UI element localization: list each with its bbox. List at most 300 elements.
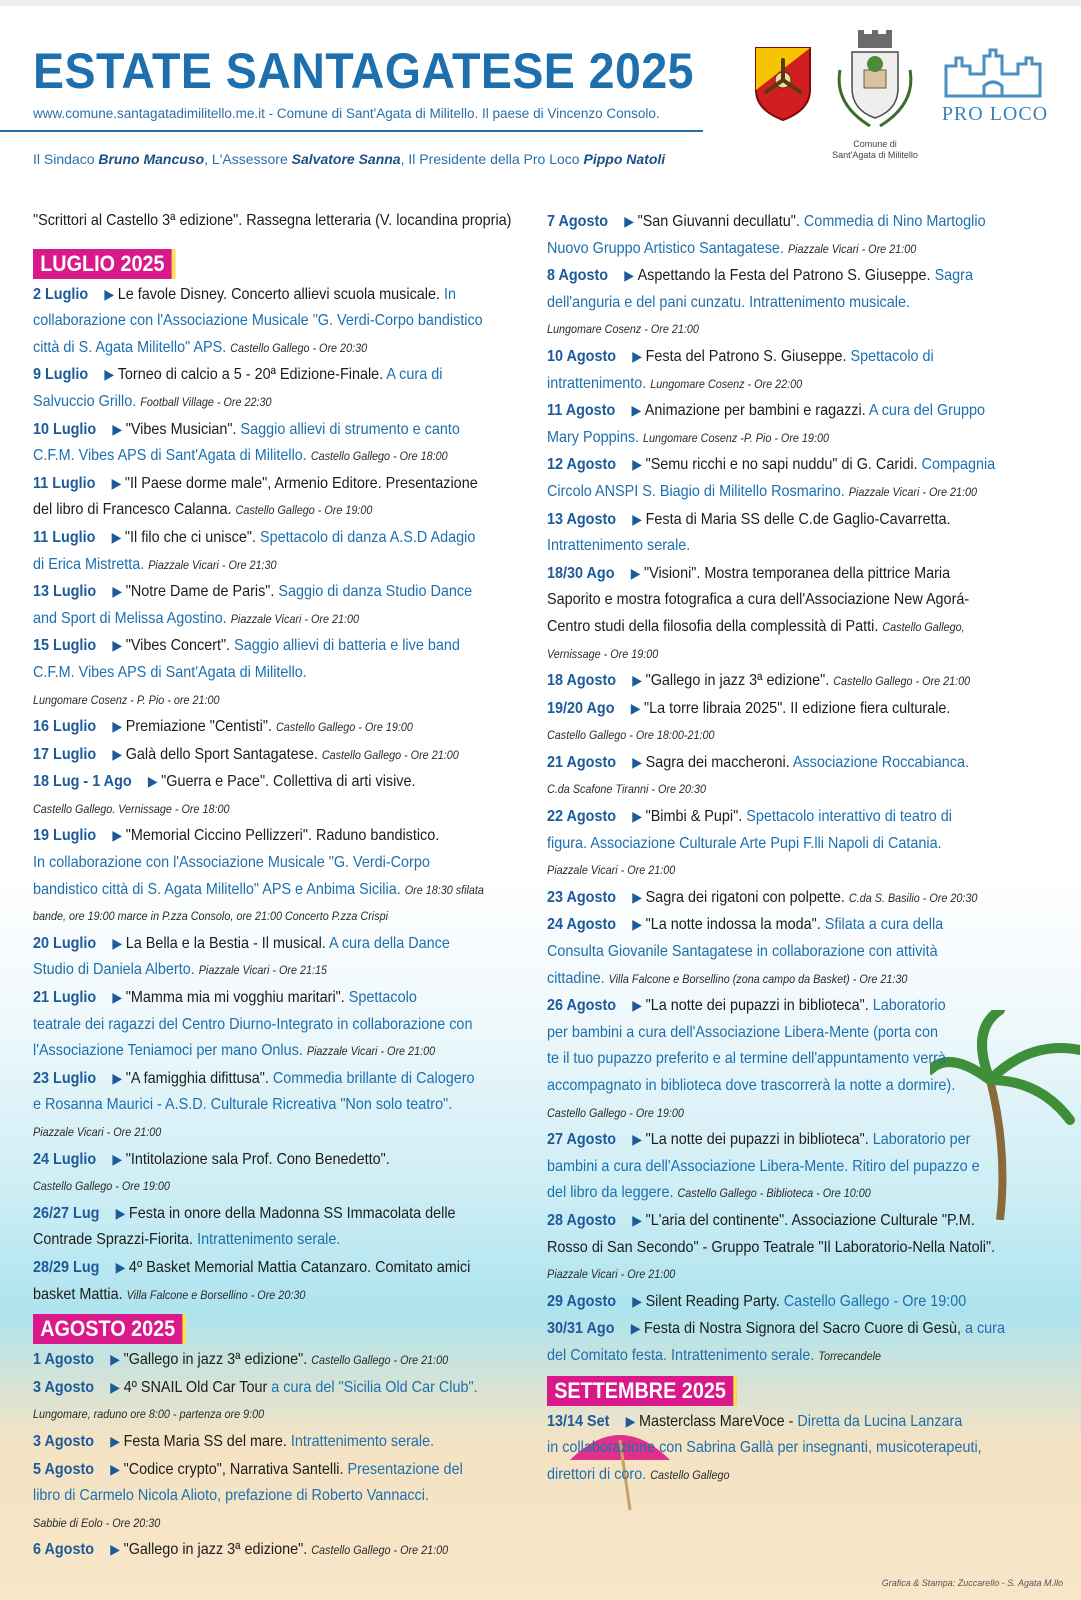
event-date: 20 Luglio [33,934,97,952]
play-arrow-icon: ▶ [632,808,642,825]
event-organizer: di Erica Mistretta. [33,555,149,573]
event-row [547,1408,1002,1436]
event-organizer: te il tuo pupazzo preferito e al termine dell'appuntamento verrà [547,1050,946,1068]
event-title: Festa in onore della Madonna SS Immacolata delle [128,1204,456,1222]
event-organizer: Presentazione del [347,1460,463,1478]
event-venue: Castello Gallego - Ore 19:00 [33,1179,170,1194]
event-organizer: Saggio allievi di strumento e canto [240,420,460,438]
event-date: 13 Luglio [33,583,97,601]
event-venue: Castello Gallego - Ore 18:00 [310,449,448,464]
event-organizer: Saggio allievi di batteria e live band [234,637,460,655]
event-date: 26 Agosto [547,997,617,1015]
event-date: 13/14 Set [547,1412,610,1430]
event-organizer: Sfilata a cura della [824,916,944,934]
event-venue: Castello Gallego - Ore 18:00-21:00 [547,728,715,743]
play-arrow-icon: ▶ [110,1378,120,1395]
event-date: 11 Agosto [547,402,616,420]
event-venue: Castello Gallego - Ore 21:00 [833,674,971,689]
event-organizer: and Sport di Melissa Agostino. [33,609,231,627]
event-venue: Castello Gallego, [882,619,965,634]
event-continuation [547,587,1002,614]
play-arrow-icon: ▶ [632,916,642,933]
event-organizer: bandistico città di S. Agata Militello" APS e Anbima Sicilia. [33,880,405,898]
event-row [33,1200,483,1228]
event-row [547,1288,1002,1316]
event-organizer: Commedia brillante di Calogero [272,1069,475,1087]
event-row [33,930,483,958]
event-continuation [547,1343,1002,1370]
event-row [33,1146,483,1174]
event-venue: Castello Gallego - Ore 21:00 [311,1353,449,1368]
event-continuation [33,1282,483,1309]
event-venue: Piazzale Vicari - Ore 21:00 [230,611,359,626]
event-continuation [33,1483,483,1510]
event-row [547,695,1002,723]
event-organizer: Spettacolo di [850,347,934,365]
sicilia-coat-of-arms-icon [752,44,814,122]
event-organizer: a cura [964,1320,1005,1338]
event-organizer: direttori di coro. [547,1465,651,1483]
event-row [547,560,1002,588]
event-date: 6 Agosto [33,1541,95,1559]
event-date: 10 Agosto [547,347,617,365]
event-date: 21 Agosto [547,753,617,771]
event-row [33,578,483,606]
event-venue: Villa Falcone e Borsellino - Ore 20:30 [126,1287,306,1302]
event-row [33,1065,483,1093]
top-strip [0,0,1081,6]
play-arrow-icon: ▶ [104,366,115,383]
comune-caption: Comune di Sant'Agata di Militello [832,139,918,160]
event-organizer: Laboratorio per [872,1131,971,1149]
event-date: 19/20 Ago [547,699,615,717]
play-arrow-icon: ▶ [631,402,642,419]
event-venue: Castello Gallego. Vernissage - Ore 18:00 [33,801,230,816]
event-date: 24 Luglio [33,1150,97,1168]
play-arrow-icon: ▶ [624,267,634,284]
event-title: Festa di Maria SS delle C.de Gaglio-Cavarretta. [645,510,951,528]
event-venue: Lungomare Cosenz - Ore 21:00 [547,322,699,337]
event-row [547,749,1002,777]
event-title: "Memorial Ciccino Pellizzeri". Raduno bandistico. [125,827,440,845]
event-date: 23 Agosto [547,888,617,906]
event-organizer: del Comitato festa. Intrattenimento serale. [547,1346,819,1364]
event-title: "Scrittori al Castello 3ª edizione". Rassegna letteraria (V. locandina propria) [33,212,512,229]
event-date: 12 Agosto [547,456,617,474]
event-venue: Piazzale Vicari - Ore 21:00 [306,1044,436,1059]
event-organizer: A cura di [386,366,443,384]
event-row [33,822,483,850]
event-date: 28/29 Lug [33,1258,100,1276]
event-organizer: A cura della Dance [329,934,450,952]
event-organizer: e Rosanna Maurici - A.S.D. Culturale Ricreativa "Non solo teatro". [33,1096,453,1114]
play-arrow-icon: ▶ [112,718,123,735]
event-organizer: intrattenimento. [547,374,651,392]
event-date: 3 Agosto [33,1378,95,1396]
event-title: Centro studi della filosofia della complessità di Patti. [547,617,883,635]
event-continuation [547,966,1002,993]
event-date: 19 Luglio [33,827,97,845]
event-date: 18 Agosto [547,672,617,690]
event-row [547,1207,1002,1235]
event-row [33,281,483,309]
event-row [33,470,483,498]
play-arrow-icon: ▶ [630,1320,641,1337]
play-arrow-icon: ▶ [110,1351,120,1368]
event-venue: Castello Gallego - Ore 20:30 [230,340,368,355]
event-title: "La notte dei pupazzi in biblioteca". [645,1131,873,1149]
play-arrow-icon: ▶ [632,997,642,1014]
event-organizer: Spettacolo di danza A.S.D Adagio [259,528,476,546]
event-title: "La notte dei pupazzi in biblioteca". [645,997,873,1015]
event-organizer: Nuovo Gruppo Artistico Santagatese. [547,239,788,257]
month-heading: LUGLIO 2025 [33,249,175,279]
event-organizer: accompagnato in biblioteca dove trascorrerà la notte a dormire). [547,1077,956,1094]
official-role: Il Sindaco [33,151,99,167]
event-continuation [33,552,483,579]
event-row [33,1456,483,1484]
event-venue: Piazzale Vicari - Ore 21:30 [148,557,277,572]
event-date: 7 Agosto [547,213,609,230]
event-continuation [33,850,483,877]
event-title: basket Mattia. [33,1285,127,1303]
event-row [33,1428,483,1456]
event-continuation [547,939,1002,966]
play-arrow-icon: ▶ [630,564,641,581]
event-continuation [547,316,1002,343]
event-organizer: per bambini a cura dell'Associazione Libera-Mente (porta con [547,1023,938,1041]
event-date: 13 Agosto [547,510,617,528]
play-arrow-icon: ▶ [112,420,123,437]
event-title: "Gallego in jazz 3ª edizione". [123,1541,312,1559]
play-arrow-icon: ▶ [624,213,634,229]
event-organizer: del libro da leggere. [547,1184,678,1202]
event-title: "La torre libraia 2025". II edizione fiera culturale. [644,699,951,717]
event-title: La Bella e la Bestia - Il musical. [125,934,330,952]
event-title: Contrade Sprazzi-Fiorita. [33,1231,198,1249]
event-continuation [547,641,1002,668]
event-continuation [547,1020,1002,1047]
play-arrow-icon: ▶ [625,1412,636,1429]
event-date: 29 Agosto [547,1292,617,1310]
play-arrow-icon: ▶ [112,637,123,654]
event-title: "A famigghia difittusa". [125,1069,273,1087]
event-row [547,911,1002,939]
event-organizer: Spettacolo [348,989,417,1007]
event-title: Premiazione "Centisti". [125,718,277,736]
event-title: "Mamma mia mi vogghiu maritari". [125,989,349,1007]
event-continuation [547,1261,1002,1288]
event-title: "Vibes Musician". [125,420,241,438]
event-organizer: C.F.M. Vibes APS di Sant'Agata di Militello. [33,663,307,681]
header-divider [0,130,703,132]
event-venue: Sabbie di Eolo - Ore 20:30 [33,1515,161,1530]
event-date: 30/31 Ago [547,1320,615,1338]
event-title: del libro di Francesco Calanna. [33,501,236,519]
event-venue: Torrecandele [818,1348,881,1363]
event-row [33,416,483,444]
play-arrow-icon: ▶ [115,1258,126,1275]
event-venue: Castello Gallego - Biblioteca - Ore 10:00 [677,1186,871,1201]
event-row [33,361,483,389]
event-title: "La notte indossa la moda". [645,916,825,934]
event-continuation [547,614,1002,641]
event-organizer: Castello Gallego - Ore 19:00 [783,1292,967,1310]
event-venue: Piazzale Vicari - Ore 21:00 [547,1267,676,1282]
event-date: 27 Agosto [547,1131,617,1149]
event-title: "Intitolazione sala Prof. Cono Benedetto". [125,1150,390,1168]
event-title: 4º SNAIL Old Car Tour [123,1378,272,1396]
event-organizer: Consulta Giovanile Santagatese in collaborazione con attività [547,943,938,961]
event-continuation [547,425,1002,452]
event-date: 8 Agosto [547,267,609,285]
event-row [33,1254,483,1282]
event-venue: Lungomare Cosenz - P. Pio - ore 21:00 [33,692,220,707]
event-title: "Notre Dame de Paris". [125,583,279,601]
event-continuation [547,1435,1002,1462]
play-arrow-icon: ▶ [632,753,642,770]
event-venue: Castello Gallego - Ore 19:00 [235,503,373,518]
event-continuation [547,1235,1002,1262]
event-organizer: Diretta da Lucina Lanzara [797,1412,963,1430]
event-venue: Piazzale Vicari - Ore 21:00 [547,863,676,878]
play-arrow-icon: ▶ [112,934,123,951]
event-title: "Semu ricchi e no sapi nuddu" di G. Caridi. [645,456,922,474]
play-arrow-icon: ▶ [112,1150,123,1167]
event-row [33,1346,483,1374]
event-title: "Codice crypto", Narrativa Santelli. [123,1460,348,1478]
event-venue: Lungomare Cosenz - Ore 22:00 [650,376,803,391]
event-date: 11 Luglio [33,474,96,492]
event-date: 9 Luglio [33,366,89,384]
event-row [547,884,1002,912]
poster-title: ESTATE SANTAGATESE 2025 [33,43,694,99]
event-title: "L'aria del continente". Associazione Culturale "P.M. [645,1211,975,1229]
event-title: "Il Paese dorme male", Armenio Editore. Presentazione [124,474,478,492]
event-title: 4º Basket Memorial Mattia Catanzaro. Comitato amici [128,1258,471,1276]
event-date: 3 Agosto [33,1432,95,1450]
event-row [547,208,1002,236]
event-row [547,1315,1005,1343]
play-arrow-icon: ▶ [104,285,115,302]
event-continuation [547,236,1002,263]
event-organizer: Studio di Daniela Alberto. [33,961,199,979]
event-venue: Ore 18:30 sfilata [404,882,484,897]
event-continuation [33,308,483,335]
event-continuation [547,1073,1002,1100]
event-organizer: Saggio di danza Studio Dance [278,583,473,601]
event-continuation [33,903,483,930]
event-date: 26/27 Lug [33,1204,100,1222]
event-continuation [33,1119,483,1146]
event-organizer: Intrattenimento serale. [547,537,691,555]
official-role: , L'Assessore [204,151,292,167]
event-organizer: libro di Carmelo Nicola Alioto, prefazione di Roberto Vannacci. [33,1487,429,1505]
event-title: "Bimbi & Pupi". [645,808,747,826]
event-continuation [33,606,483,633]
event-title: Rosso di San Secondo" - Gruppo Teatrale "Il Laboratorio-Nella Natoli". [547,1238,996,1256]
event-continuation [547,776,1002,803]
event-organizer: Circolo ANSPI S. Biagio di Militello Rosmarino. [547,482,849,500]
play-arrow-icon: ▶ [632,1211,642,1228]
event-continuation [33,1092,483,1119]
event-title: "Vibes Concert". [125,637,235,655]
event-title: "Guerra e Pace". Collettiva di arti visive. [161,773,416,791]
event-date: 17 Luglio [33,745,97,763]
event-date: 1 Agosto [33,1351,95,1369]
proloco-logo [940,46,1050,128]
event-title: Sagra dei maccheroni. [645,753,793,771]
event-title: Animazione per bambini e ragazzi. [644,402,869,420]
event-continuation [547,831,1002,858]
event-organizer: A cura del Gruppo [868,402,985,420]
event-continuation [547,1046,1002,1073]
play-arrow-icon: ▶ [112,827,123,844]
event-title: Silent Reading Party. [645,1292,784,1310]
event-row [33,768,483,796]
play-arrow-icon: ▶ [632,672,642,689]
left-column [33,208,533,1564]
event-date: 18/30 Ago [547,564,615,582]
play-arrow-icon: ▶ [632,1131,642,1148]
event-venue: Lungomare, raduno ore 8:00 - partenza ore 9:00 [33,1407,265,1422]
official-name: Pippo Natoli [583,151,666,167]
event-continuation [547,722,1002,749]
event-date: 10 Luglio [33,420,97,438]
official-name: Bruno Mancuso [98,151,205,167]
play-arrow-icon: ▶ [112,1069,123,1086]
event-date: 5 Agosto [33,1460,95,1478]
event-title: Festa Maria SS del mare. [123,1432,291,1450]
event-continuation [33,497,483,524]
event-title: Festa di Nostra Signora del Sacro Cuore di Gesù, [644,1320,965,1338]
event-date: 28 Agosto [547,1211,617,1229]
event-title: "San Giuvanni decullatu". [637,213,804,230]
month-heading: SETTEMBRE 2025 [547,1376,737,1406]
event-organizer: figura. Associazione Culturale Arte Pupi F.lli Napoli di Catania. [547,834,942,852]
comune-logo [830,30,920,166]
event-organizer: Associazione Roccabianca. [792,753,969,771]
event-venue: Piazzale Vicari - Ore 21:00 [33,1125,162,1139]
event-venue: Piazzale Vicari - Ore 21:00 [848,484,977,499]
event-row [33,524,483,552]
event-date: 16 Luglio [33,718,97,736]
event-row [547,262,1002,290]
official-role: , Il Presidente della Pro Loco [400,151,584,167]
play-arrow-icon: ▶ [630,699,641,716]
event-continuation [547,290,1002,317]
event-title: Masterclass MareVoce - [638,1412,798,1430]
event-continuation [33,335,483,362]
event-organizer: Spettacolo interattivo di teatro di [746,808,952,826]
event-title: Festa del Patrono S. Giuseppe. [645,347,851,365]
event-title: "Gallego in jazz 3ª edizione". [645,672,834,690]
event-venue: Villa Falcone e Borsellino (zona campo da Basket) - Ore 21:30 [608,971,908,986]
event-venue: Piazzale Vicari - Ore 21:00 [787,241,917,256]
event-organizer: In [443,285,456,303]
play-arrow-icon: ▶ [112,989,123,1006]
event-continuation [33,877,483,904]
event-organizer: dell'anguria e del pani cunzatu. Intrattenimento musicale. [547,293,910,311]
event-organizer: C.F.M. Vibes APS di Sant'Agata di Militello. [33,447,311,465]
official-name: Salvatore Sanna [291,151,401,167]
event-organizer: collaborazione con l'Associazione Musicale "G. Verdi-Corpo bandistico [33,312,483,330]
event-organizer: Sagra [934,267,973,285]
event-organizer: Compagnia [921,456,996,474]
event-title: Galà dello Sport Santagatese. [125,745,322,763]
event-title: Sagra dei rigatoni con polpette. [645,888,849,906]
play-arrow-icon: ▶ [111,474,122,491]
castle-icon [940,46,1050,98]
play-arrow-icon: ▶ [111,528,122,545]
play-arrow-icon: ▶ [110,1432,120,1449]
event-row [33,1536,483,1564]
event-organizer: a cura del "Sicilia Old Car Club". [271,1378,478,1396]
event-title: "Visioni". Mostra temporanea della pittrice Maria [644,564,951,582]
event-date: 24 Agosto [547,916,617,934]
event-row [547,506,1002,534]
right-column [547,208,1052,1488]
event-date: 15 Luglio [33,637,97,655]
event-continuation [547,1154,1002,1181]
event-row [547,803,1002,831]
event-venue: Football Village - Ore 22:30 [140,394,272,409]
play-arrow-icon: ▶ [147,773,158,790]
event-venue: Castello Gallego - Ore 19:00 [276,720,413,735]
event-row [33,713,483,741]
event-date: 11 Luglio [33,528,96,546]
event-venue: Vernissage - Ore 19:00 [547,646,659,661]
event-organizer: teatrale dei ragazzi del Centro Diurno-Integrato in collaborazione con [33,1015,473,1033]
event-row [547,1126,1002,1154]
event-continuation [33,1227,483,1254]
event-title: Le favole Disney. Concerto allievi scuola musicale. [117,285,444,303]
event-venue: Castello Gallego [650,1467,730,1482]
event-organizer: Intrattenimento serale. [290,1432,435,1450]
event-title: Saporito e mostra fotografica a cura dell'Associazione New Agorá- [547,591,970,609]
event-venue: bande, ore 19:00 marce in P.zza Consolo, ore 21:00 Concerto P.zza Crispi [33,909,389,924]
event-continuation [33,1012,483,1039]
event-venue: C.da S. Basilio - Ore 20:30 [848,890,978,905]
event-organizer: In collaborazione con l'Associazione Musicale "G. Verdi-Corpo [33,854,430,872]
event-row [547,343,1002,371]
event-row [547,667,1002,695]
event-continuation [33,796,483,823]
play-arrow-icon: ▶ [110,1460,120,1477]
event-title: "Il filo che ci unisce". [124,528,260,546]
play-arrow-icon: ▶ [632,1292,642,1309]
event-organizer: bambini a cura dell'Associazione Libera-Mente. Ritiro del pupazzo e [547,1157,980,1175]
event-row [33,741,483,769]
play-arrow-icon: ▶ [632,510,642,527]
event-organizer: Intrattenimento serale. [197,1231,341,1249]
play-arrow-icon: ▶ [632,347,642,364]
event-venue: Piazzale Vicari - Ore 21:15 [198,963,327,978]
officials-line [33,151,665,167]
event-row [547,451,1002,479]
event-date: 21 Luglio [33,989,97,1007]
event-organizer: Commedia di Nino Martoglio [803,213,986,230]
event-continuation [547,1180,1002,1207]
event-continuation [33,660,483,687]
event-date: 23 Luglio [33,1069,97,1087]
event-venue: Castello Gallego - Ore 21:00 [321,747,459,762]
event-organizer: l'Associazione Teniamoci per mano Onlus. [33,1042,307,1060]
event-organizer: cittadine. [547,969,609,987]
event-continuation [547,857,1002,884]
event-venue: Castello Gallego - Ore 21:00 [311,1543,449,1558]
event-venue: C.da Scafone Tiranni - Ore 20:30 [547,782,706,797]
